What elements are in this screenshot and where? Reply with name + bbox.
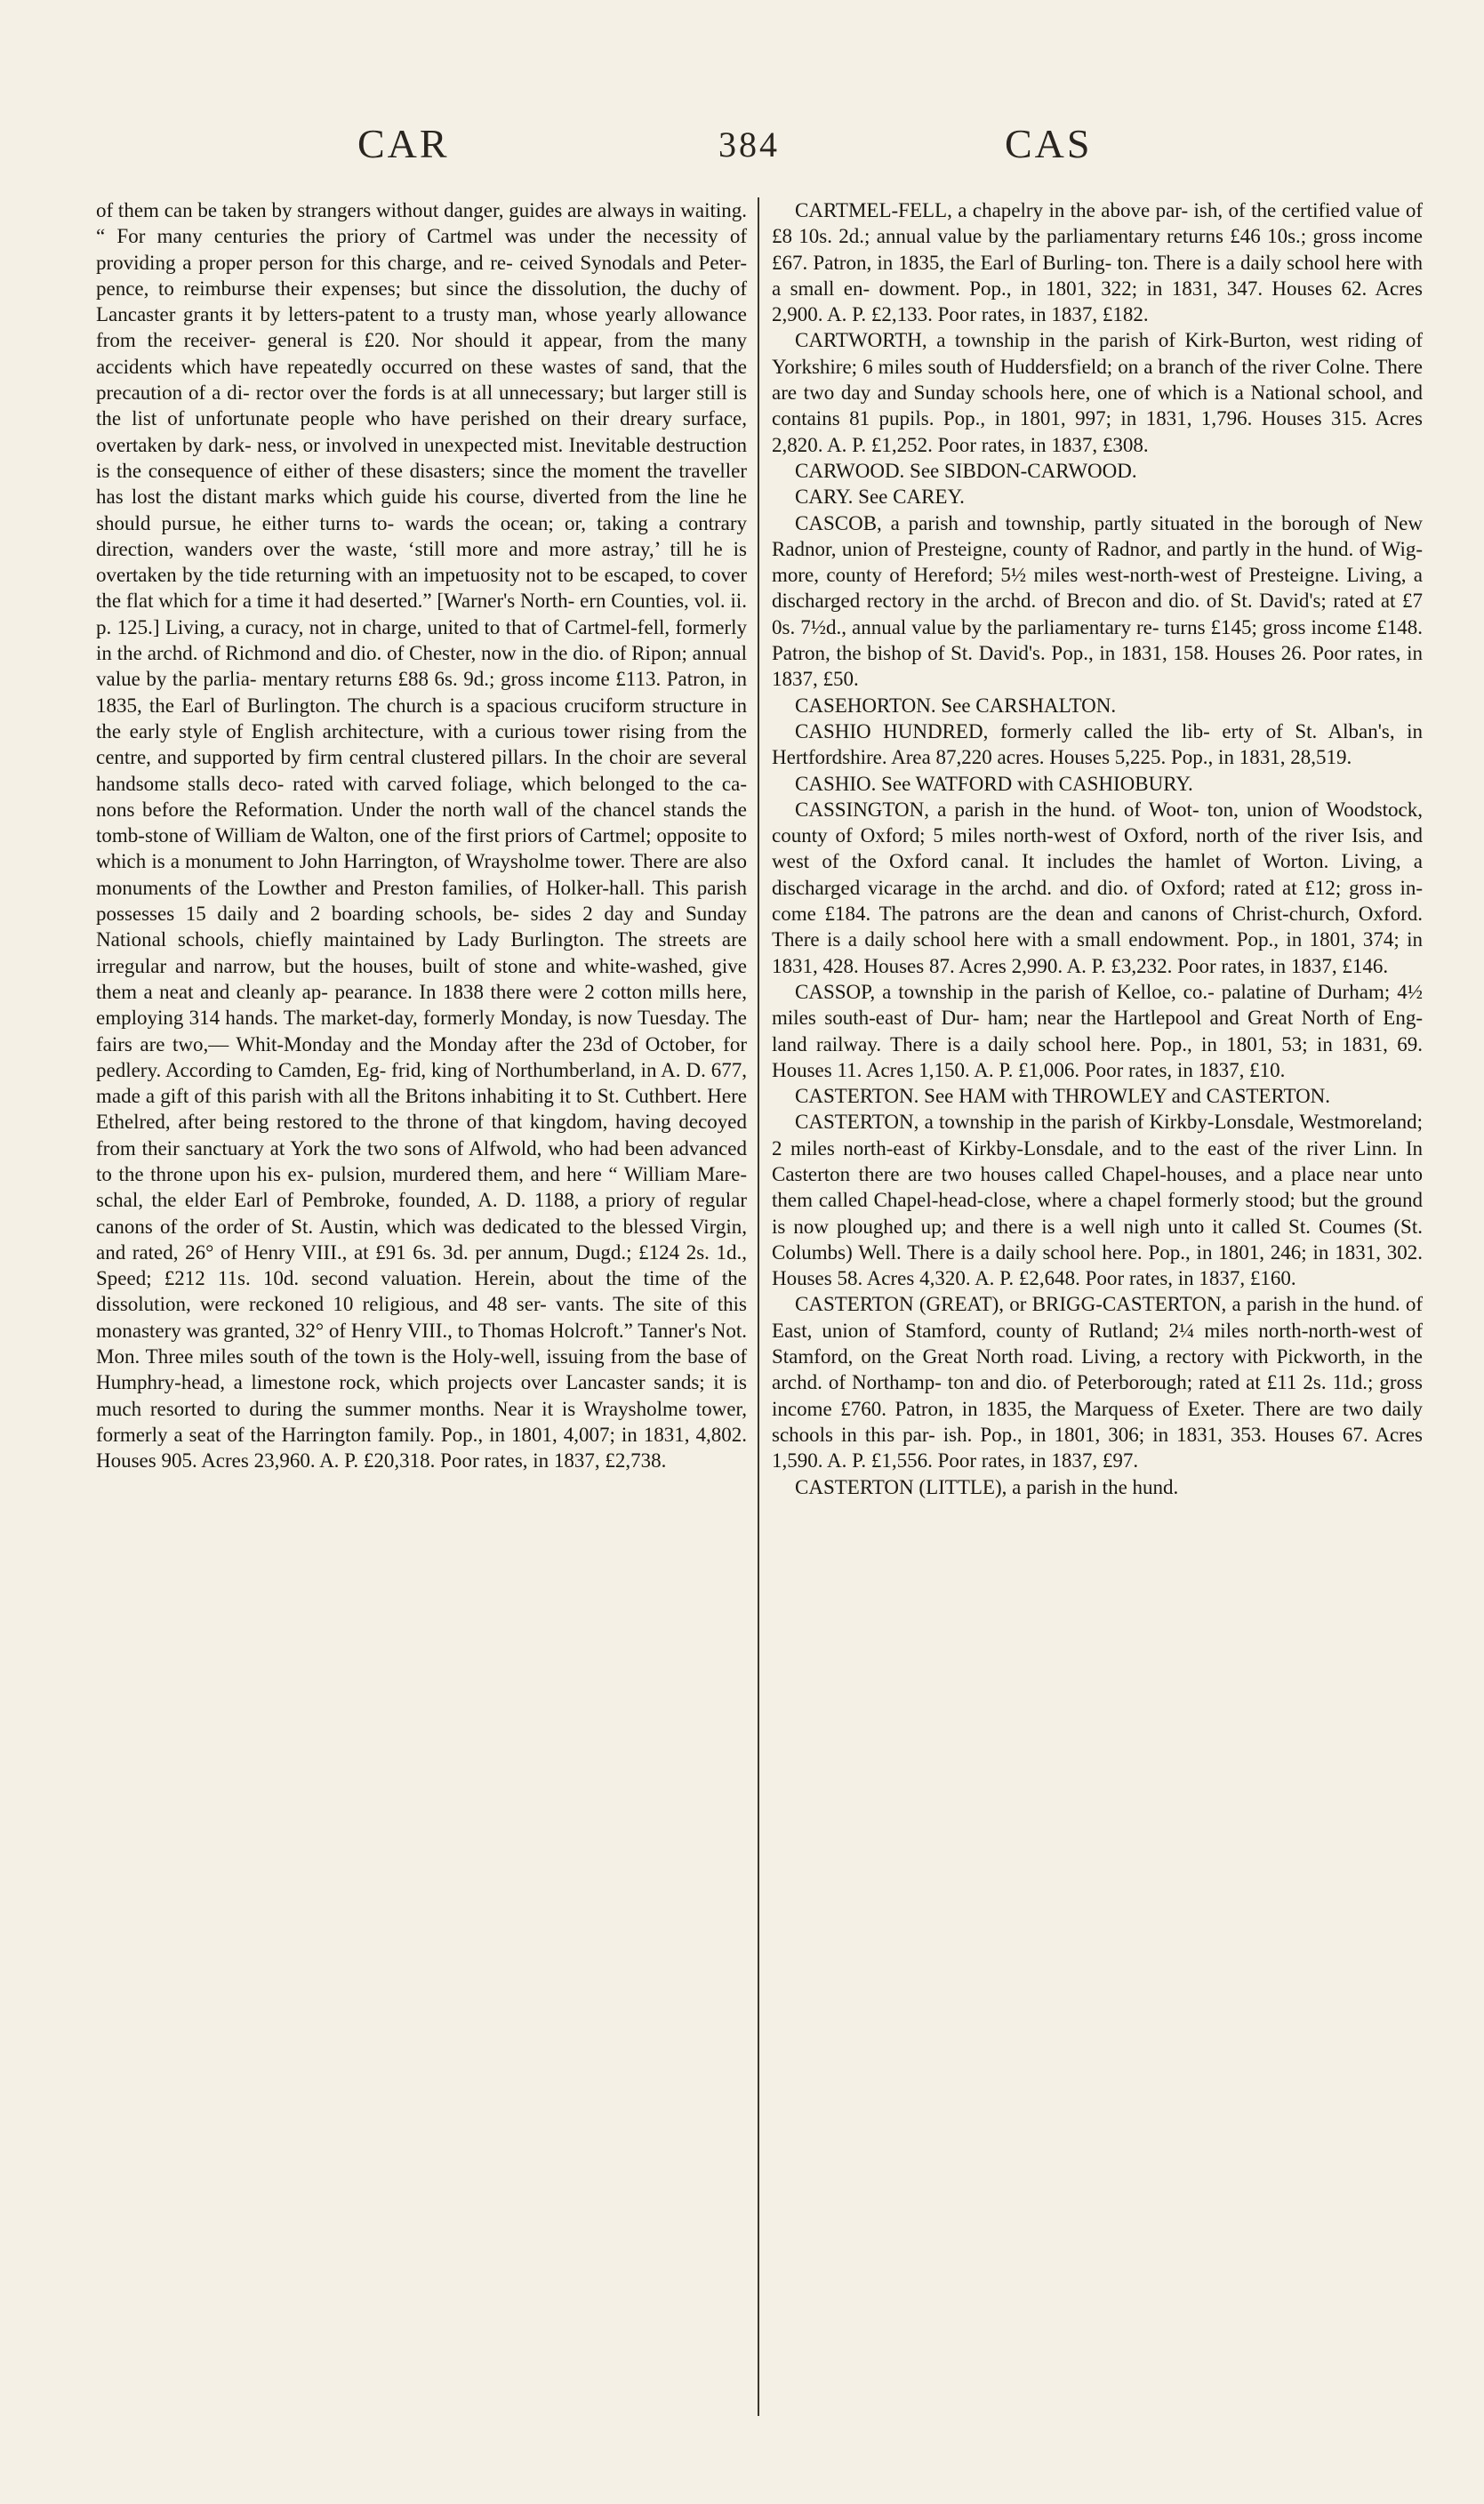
running-header bbox=[0, 120, 1484, 173]
entry-casterton-great: CASTERTON (GREAT), or BRIGG-CASTERTON, a parish in the hund. of East, union of Stamford, county of Rutland; 2¼ miles north-north-west of Stamford, on the Great North road. Living, a rectory with Pickworth, in the archd. of Northamp- ton and dio. of Peterborough; rated at £11 2s. 11d.; gross income £760. Patron, in 1835, the Marquess of Exeter. There are two daily schools in this par- ish. Pop., in 1801, 306; in 1831, 353. Houses 67. Acres 1,590. A. P. £1,556. Poor rates, in 1837, £97. bbox=[772, 1293, 1423, 1473]
header-right-catchword: CAS bbox=[1005, 121, 1093, 166]
header-left-catchword: CAR bbox=[357, 121, 450, 166]
entry-cashio-hundred: CASHIO HUNDRED, formerly called the lib- erty of St. Alban's, in Hertfordshire. Area 87,220 acres. Houses 5,225. Pop., in 1831, 28,519. bbox=[772, 719, 1423, 769]
entry-cary: CARY. See CAREY. bbox=[795, 486, 965, 509]
entry-casterton-see: CASTERTON. See HAM with THROWLEY and CASTERTON. bbox=[795, 1085, 1331, 1108]
entry-cartworth: CARTWORTH, a township in the parish of Kirk-Burton, west riding of Yorkshire; 6 miles south of Huddersfield; on a branch of the river Colne. There are two day and Sunday schools here, one of which is a National school, and contains 81 pupils. Pop., in 1801, 997; in 1831, 1,796. Houses 315. Acres 2,820. A. P. £1,252. Poor rates, in 1837, £308. bbox=[772, 329, 1423, 456]
entry-cashio: CASHIO. See WATFORD with CASHIOBURY. bbox=[795, 772, 1193, 795]
page-number: 384 bbox=[718, 124, 780, 165]
right-column bbox=[772, 197, 1423, 1500]
entry-cascob: CASCOB, a parish and township, partly situated in the borough of New Radnor, union of Presteigne, county of Radnor, and partly in the hund. of Wig- more, county of Hereford; 5½ miles west-north-west of Presteigne. Living, a discharged rectory in the archd. of Brecon and dio. of St. David's; rated at £7 0s. 7½d., annual value by the parliamentary re- turns £145; gross income £148. Patron, the bishop of St. David's. Pop., in 1831, 158. Houses 26. Poor rates, in 1837, £50. bbox=[772, 511, 1423, 691]
left-column bbox=[96, 197, 747, 1474]
entry-casterton: CASTERTON, a township in the parish of Kirkby-Lonsdale, Westmoreland; 2 miles north-east of Kirkby-Lonsdale, and to the east of the river Linn. In Casterton there are two houses called Chapel-houses, and a place near unto them called Chapel-head-close, where a chapel formerly stood; but the ground is now ploughed up; and there is a well nigh unto it called St. Coumes (St. Columbs) Well. There is a daily school here. Pop., in 1801, 246; in 1831, 302. Houses 58. Acres 4,320. A. P. £2,648. Poor rates, in 1837, £160. bbox=[772, 1111, 1423, 1290]
column-divider bbox=[758, 197, 759, 2416]
entry-cassop: CASSOP, a township in the parish of Kelloe, co.- palatine of Durham; 4½ miles south-east of Dur- ham; near the Hartlepool and Great North of Eng- land railway. There is a daily school here. Pop., in 1801, 53; in 1831, 69. Houses 11. Acres 1,150. A. P. £1,006. Poor rates, in 1837, £10. bbox=[772, 980, 1423, 1081]
entry-cartmel-fell: CARTMEL-FELL, a chapelry in the above par- ish, of the certified value of £8 10s. 2d.; annual value by the parliamentary returns £46 10s.; gross income £67. Patron, in 1835, the Earl of Burling- ton. There is a daily school here with a small en- dowment. Pop., in 1801, 322; in 1831, 347. Houses 62. Acres 2,900. A. P. £2,133. Poor rates, in 1837, £182. bbox=[772, 199, 1423, 326]
entry-casehorton: CASEHORTON. See CARSHALTON. bbox=[795, 694, 1117, 717]
entry-casterton-little: CASTERTON (LITTLE), a parish in the hund. bbox=[795, 1475, 1179, 1498]
left-column-text: of them can be taken by strangers without danger, guides are always in waiting. “ For many centuries the priory of Cartmel was under the necessity of providing a proper person for this charge, and re- ceived Synodals and Peter-pence, to reimburse their expenses; but since the dissolution, the duchy of Lancaster grants it by letters-patent to a trusty man, whose yearly allowance from the receiver- general is £20. Nor should it appear, from the many accidents which have repeatedly occurred on these wastes of sand, that the precaution of a di- rector over the fords is at all unnecessary; but larger still is the list of unfortunate people who have perished on their dreary surface, overtaken by dark- ness, or involved in unexpected mist. Inevitable destruction is the consequence of either of these disasters; since the moment the traveller has lost the distant marks which guide his course, diverted from the line he should pursue, he either turns to- wards the ocean; or, taking a contrary direction, wanders over the waste, ‘still more and more astray,’ till he is overtaken by the tide returning with an impetuosity not to be escaped, to cover the flat which for a time it had deserted.” [Warner's North- ern Counties, vol. ii. p. 125.] Living, a curacy, not in charge, united to that of Cartmel-fell, formerly in the archd. of Richmond and dio. of Chester, now in the dio. of Ripon; annual value by the parlia- mentary returns £88 6s. 9d.; gross income £113. Patron, in 1835, the Earl of Burlington. The church is a spacious cruciform structure in the early style of English architecture, with a curious tower rising from the centre, and supported by firm central clustered pillars. In the choir are several handsome stalls deco- rated with carved foliage, which belonged to the ca- nons before the Reformation. Under the north wall of the chancel stands the tomb-stone of William de Walton, one of the first priors of Cartmel; opposite to which is a monument to John Harrington, of Wraysholme tower. There are also monuments of the Lowther and Preston families, of Holker-hall. This parish possesses 15 daily and 2 boarding schools, be- sides 2 day and Sunday National schools, chiefly maintained by Lady Burlington. The streets are irregular and narrow, but the houses, built of stone and white-washed, give them a neat and cleanly ap- pearance. In 1838 there were 2 cotton mills here, employing 314 hands. The market-day, formerly Monday, is now Tuesday. The fairs are two,— Whit-Monday and the Monday after the 23d of October, for pedlery. According to Camden, Eg- frid, king of Northumberland, in A. D. 677, made a gift of this parish with all the Britons inhabiting it to St. Cuthbert. Here Ethelred, after being restored to the throne of that kingdom, having decoyed from their sanctuary at York the two sons of Alfwold, who had been advanced to the throne upon his ex- pulsion, murdered them, and here “ William Mare- schal, the elder Earl of Pembroke, founded, A. D. 1188, a priory of regular canons of the order of St. Austin, which was dedicated to the blessed Virgin, and rated, 26° of Henry VIII., at £91 6s. 3d. per annum, Dugd.; £124 2s. 1d., Speed; £212 11s. 10d. second valuation. Herein, about the time of the dissolution, were reckoned 10 religious, and 48 ser- vants. The site of this monastery was granted, 32° of Henry VIII., to Thomas Holcroft.” Tanner's Not. Mon. Three miles south of the town is the Holy-well, issuing from the base of Humphry-head, a limestone rock, which projects over Lancaster sands; it is much resorted to during the summer months. Near it is Wraysholme tower, formerly a seat of the Harrington family. Pop., in 1801, 4,007; in 1831, 4,802. Houses 905. Acres 23,960. A. P. £20,318. Poor rates, in 1837, £2,738. bbox=[96, 199, 747, 1473]
entry-carwood: CARWOOD. See SIBDON-CARWOOD. bbox=[795, 459, 1137, 482]
entry-cassington: CASSINGTON, a parish in the hund. of Woot- ton, union of Woodstock, county of Oxford; 5 miles north-west of Oxford, north of the river Isis, and west of the Oxford canal. It includes the hamlet of Worton. Living, a discharged vicarage in the archd. and dio. of Oxford; rated at £12; gross in- come £184. The patrons are the dean and canons of Christ-church, Oxford. There is a daily school here with a small endowment. Pop., in 1801, 374; in 1831, 428. Houses 87. Acres 2,990. A. P. £3,232. Poor rates, in 1837, £146. bbox=[772, 798, 1423, 977]
